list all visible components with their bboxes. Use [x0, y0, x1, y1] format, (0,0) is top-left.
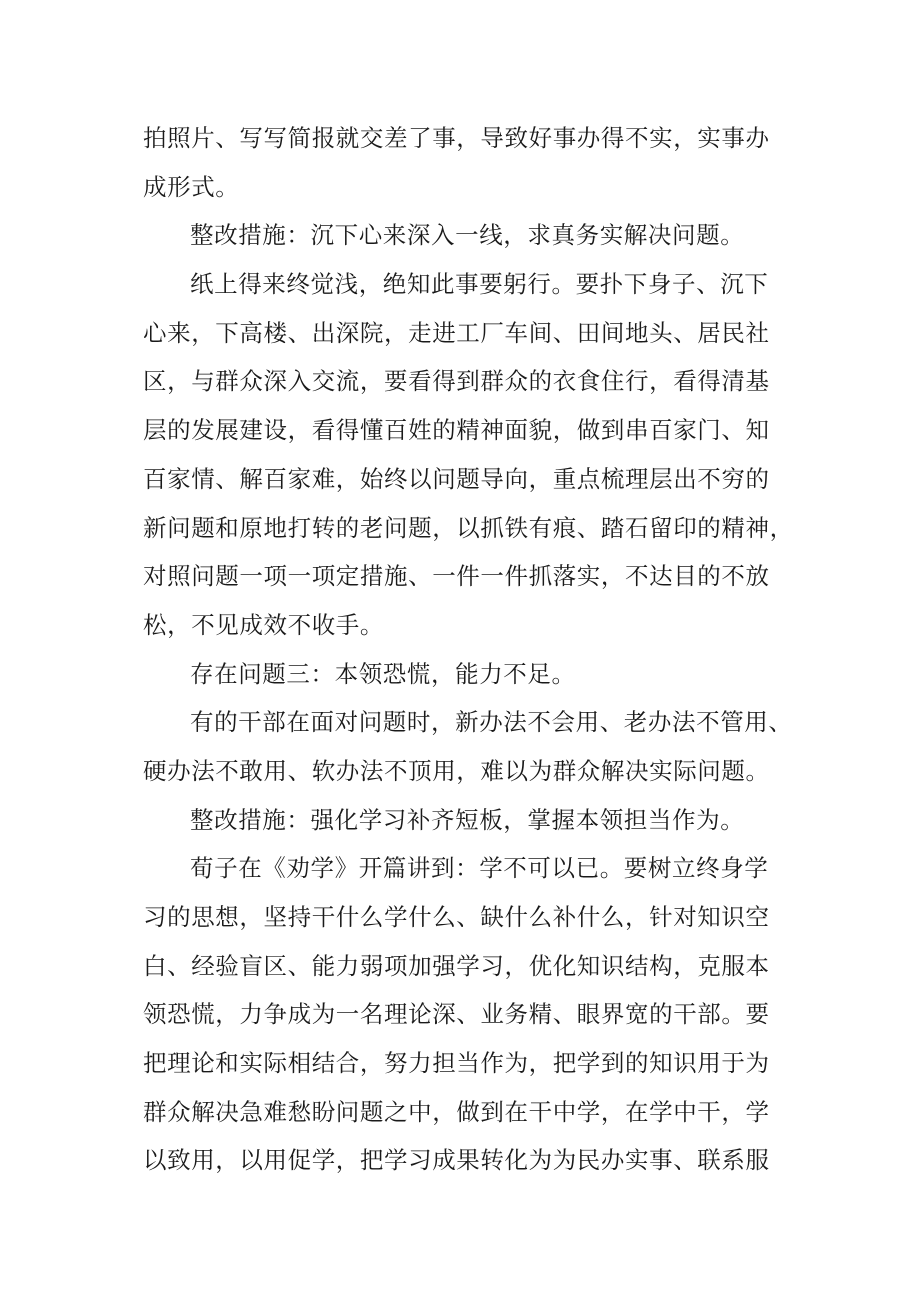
text-line: 荀子在《劝学》开篇讲到：学不可以已。要树立终身学 [190, 854, 769, 883]
text-line: 层的发展建设，看得懂百姓的精神面貌，做到串百家门、知 [143, 416, 770, 445]
text-line: 百家情、解百家难，始终以问题导向，重点梳理层出不穷的 [143, 464, 770, 493]
text-line: 习的思想，坚持干什么学什么、缺什么补什么，针对知识空 [143, 903, 770, 931]
paragraph-measure-heading [143, 211, 783, 260]
text-line: 拍照片、写写简报就交差了事，导致好事办得不实，实事办 [143, 124, 770, 152]
text-line: 对照问题一项一项定措施、一件一件抓落实，不达目的不放 [143, 562, 770, 591]
text-line: 整改措施：强化学习补齐短板，掌握本领担当作为。 [190, 805, 745, 834]
text-line: 群众解决急难愁盼问题之中，做到在干中学，在学中干，学 [143, 1097, 770, 1126]
text-line: 松，不见成效不收手。 [143, 610, 384, 639]
text-line: 区，与群众深入交流，要看得到群众的衣食住行，看得清基 [143, 367, 770, 396]
text-line: 新问题和原地打转的老问题，以抓铁有痕、踏石留印的精神， [143, 513, 794, 542]
paragraph-body [143, 698, 793, 795]
paragraph-problem-heading [143, 650, 783, 699]
text-line: 存在问题三：本领恐慌，能力不足。 [190, 659, 576, 688]
document-body [143, 114, 794, 1185]
paragraph-measure-heading [143, 796, 783, 845]
text-line: 领恐慌，力争成为一名理论深、业务精、眼界宽的干部。要 [143, 1000, 770, 1029]
text-line: 纸上得来终觉浅，绝知此事要躬行。要扑下身子、沉下 [190, 270, 769, 299]
text-line: 整改措施：沉下心来深入一线，求真务实解决问题。 [190, 221, 745, 250]
text-line: 成形式。 [143, 172, 240, 201]
text-line: 心来，下高楼、出深院，走进工厂车间、田间地头、居民社 [143, 318, 770, 347]
text-line: 把理论和实际相结合，努力担当作为，把学到的知识用于为 [143, 1049, 770, 1078]
text-line: 以致用，以用促学，把学习成果转化为为民办实事、联系服 [143, 1146, 770, 1175]
text-line: 硬办法不敢用、软办法不顶用，难以为群众解决实际问题。 [143, 756, 770, 785]
paragraph-body [143, 844, 783, 1185]
paragraph-continuation [143, 114, 783, 211]
text-line: 有的干部在面对问题时，新办法不会用、老办法不管用、 [190, 708, 793, 737]
paragraph-body [143, 260, 794, 650]
text-line: 白、经验盲区、能力弱项加强学习，优化知识结构，克服本 [143, 951, 770, 980]
